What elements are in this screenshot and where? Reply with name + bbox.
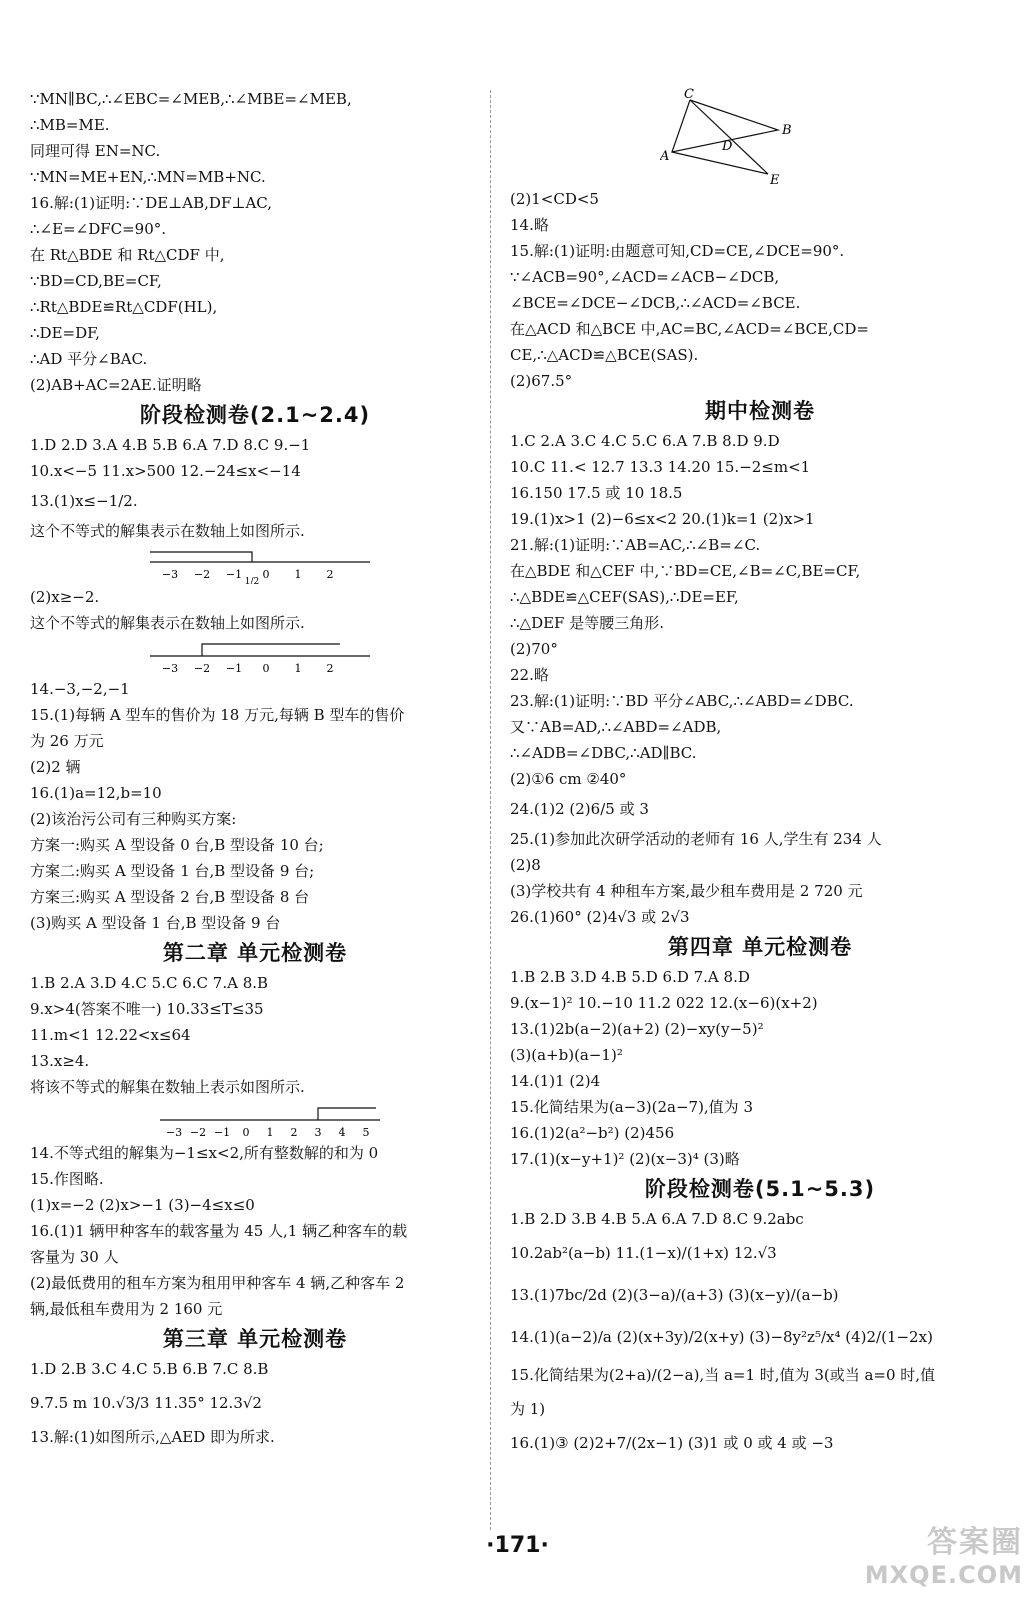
solution-bracket [202, 644, 340, 656]
point-label: D [722, 139, 733, 154]
text-line: 16.解:(1)证明:∵DE⊥AB,DF⊥AC, [30, 194, 272, 212]
text-line: 1.D 2.D 3.A 4.B 5.B 6.A 7.D 8.C 9.−1 [30, 436, 311, 454]
tick-label: −3 [161, 568, 179, 581]
watermark-url: MXQE.COM [864, 1561, 1023, 1589]
text-line: 16.(1)a=12,b=10 [30, 784, 162, 802]
text-line: 又∵AB=AD,∴∠ABD=∠ADB, [510, 718, 722, 736]
text-line: ∴△DEF 是等腰三角形. [510, 614, 664, 632]
text-line: ∵MN=ME+EN,∴MN=MB+NC. [30, 168, 266, 186]
text-line: (2)x≥−2. [30, 588, 100, 606]
tick-label: −1 [225, 662, 243, 675]
tick-label: 4 [338, 1126, 346, 1139]
text-line: ∴MB=ME. [30, 116, 110, 134]
text-line: ∴AD 平分∠BAC. [30, 350, 148, 368]
number-line-1 [30, 544, 480, 584]
text-line: 16.(1)1 辆甲种客车的载客量为 45 人,1 辆乙种客车的载 [30, 1222, 408, 1240]
text-line: ∵BD=CD,BE=CF, [30, 272, 162, 290]
text-line: 14.(1)1 (2)4 [510, 1072, 601, 1090]
text-line: 11.m<1 12.22<x≤64 [30, 1026, 191, 1044]
tick-label: −3 [161, 662, 179, 675]
tick-label: 3 [314, 1126, 322, 1139]
point-label: E [770, 173, 780, 186]
text-line: 10.2ab²(a−b) 11.(1−x)/(1+x) 12.√3 [510, 1244, 777, 1262]
text-line: 25.(1)参加此次研学活动的老师有 16 人,学生有 234 人 [510, 830, 882, 848]
text-line: ∴∠E=∠DFC=90°. [30, 220, 167, 238]
left-column [30, 86, 480, 1450]
text-line: (2)67.5° [510, 372, 573, 390]
text-line: ∴DE=DF, [30, 324, 100, 342]
text-line: 方案一:购买 A 型设备 0 台,B 型设备 10 台; [30, 836, 324, 854]
solution-bracket [318, 1108, 376, 1120]
tick-label: 0 [262, 568, 270, 581]
text-line: 10.x<−5 11.x>500 12.−24≤x<−14 [30, 462, 301, 480]
text-line: 1.B 2.B 3.D 4.B 5.D 6.D 7.A 8.D [510, 968, 750, 986]
text-line: (2)70° [510, 640, 558, 658]
mark-label: 1/2 [244, 577, 260, 584]
text-line: 14.−3,−2,−1 [30, 680, 130, 698]
text-line: 15.化简结果为(2+a)/(2−a),当 a=1 时,值为 3(或当 a=0 时,值 [510, 1366, 936, 1384]
tick-label: −2 [193, 568, 211, 581]
segment-ae [672, 152, 768, 174]
segment-ce [690, 100, 768, 174]
section-heading: 阶段检测卷(5.1~5.3) [644, 1177, 876, 1201]
text-line: 这个不等式的解集表示在数轴上如图所示. [30, 522, 305, 540]
text-line: 辆,最低租车费用为 2 160 元 [30, 1300, 223, 1318]
number-line-2-svg [140, 636, 380, 676]
text-line: 在△ACD 和△BCE 中,AC=BC,∠ACD=∠BCE,CD= [510, 320, 869, 338]
text-line: (2)1<CD<5 [510, 190, 599, 208]
triangle-figure [510, 86, 1010, 186]
text-line: 13.解:(1)如图所示,△AED 即为所求. [30, 1428, 275, 1446]
text-line: 15.作图略. [30, 1170, 104, 1188]
text-line: CE,∴△ACD≌△BCE(SAS). [510, 346, 699, 364]
text-line: 方案二:购买 A 型设备 1 台,B 型设备 9 台; [30, 862, 315, 880]
text-line: 1.B 2.A 3.D 4.C 5.C 6.C 7.A 8.B [30, 974, 269, 992]
tick-label: 5 [362, 1126, 370, 1139]
text-line: (2)该治污公司有三种购买方案: [30, 810, 237, 828]
text-line: 13.(1)2b(a−2)(a+2) (2)−xy(y−5)² [510, 1020, 764, 1038]
tick-label: 1 [294, 568, 302, 581]
text-line: 22.略 [510, 666, 549, 684]
text-line: 15.解:(1)证明:由题意可知,CD=CE,∠DCE=90°. [510, 242, 845, 260]
text-line: 在△BDE 和△CEF 中,∵BD=CE,∠B=∠C,BE=CF, [510, 562, 861, 580]
solution-bracket [150, 552, 252, 562]
text-line: 9.7.5 m 10.√3/3 11.35° 12.3√2 [30, 1394, 262, 1412]
text-line: 16.150 17.5 或 10 18.5 [510, 484, 683, 502]
text-line: 9.x>4(答案不唯一) 10.33≤T≤35 [30, 1000, 264, 1018]
text-line: 14.略 [510, 216, 549, 234]
tick-label: −2 [189, 1126, 207, 1139]
text-line: 客量为 30 人 [30, 1248, 119, 1266]
right-column [510, 86, 1010, 1460]
text-line: (2)AB+AC=2AE.证明略 [30, 376, 202, 394]
point-label: C [684, 87, 694, 102]
section-heading: 第二章 单元检测卷 [162, 941, 348, 965]
tick-label: −1 [213, 1126, 231, 1139]
text-line: 10.C 11.< 12.7 13.3 14.20 15.−2≤m<1 [510, 458, 811, 476]
tick-label: 1 [266, 1126, 274, 1139]
text-line: 14.(1)(a−2)/a (2)(x+3y)/2(x+y) (3)−8y²z⁵/x⁴ (4)2/(1−2x) [510, 1328, 933, 1346]
text-line: 1.D 2.B 3.C 4.C 5.B 6.B 7.C 8.B [30, 1360, 269, 1378]
text-line: 24.(1)2 (2)6/5 或 3 [510, 800, 649, 818]
tick-label: 2 [290, 1126, 298, 1139]
triangle-figure-svg [660, 86, 820, 186]
text-line: 将该不等式的解集在数轴上表示如图所示. [30, 1078, 305, 1096]
section-heading: 第三章 单元检测卷 [162, 1327, 348, 1351]
text-line: (2)8 [510, 856, 541, 874]
number-line-3 [30, 1100, 480, 1140]
number-line-1-svg [140, 544, 380, 584]
number-line-2 [30, 636, 480, 676]
text-line: 19.(1)x>1 (2)−6≤x<2 20.(1)k=1 (2)x>1 [510, 510, 815, 528]
text-line: ∴∠ADB=∠DBC,∴AD∥BC. [510, 744, 697, 762]
text-line: 在 Rt△BDE 和 Rt△CDF 中, [30, 246, 225, 264]
number-line-3-svg [140, 1100, 380, 1140]
text-line: ∠BCE=∠DCE−∠DCB,∴∠ACD=∠BCE. [510, 294, 801, 312]
tick-label: 1 [294, 662, 302, 675]
point-label: A [660, 149, 670, 164]
tick-label: 2 [326, 568, 334, 581]
text-line: 15.化简结果为(a−3)(2a−7),值为 3 [510, 1098, 753, 1116]
section-heading: 期中检测卷 [705, 399, 815, 423]
text-line: (2)最低费用的租车方案为租用甲种客车 4 辆,乙种客车 2 [30, 1274, 405, 1292]
text-line: 为 1) [510, 1400, 546, 1418]
text-line: 15.(1)每辆 A 型车的售价为 18 万元,每辆 B 型车的售价 [30, 706, 405, 724]
tick-label: 2 [326, 662, 334, 675]
column-divider [490, 90, 491, 1530]
text-line: 为 26 万元 [30, 732, 104, 750]
page-number: ·171· [486, 1533, 549, 1558]
tick-label: −2 [193, 662, 211, 675]
text-line: 17.(1)(x−y+1)² (2)(x−3)⁴ (3)略 [510, 1150, 740, 1168]
text-line: 这个不等式的解集表示在数轴上如图所示. [30, 614, 305, 632]
text-line: 方案三:购买 A 型设备 2 台,B 型设备 8 台 [30, 888, 310, 906]
tick-label: 0 [262, 662, 270, 675]
text-line: 16.(1)③ (2)2+7/(2x−1) (3)1 或 0 或 4 或 −3 [510, 1434, 834, 1452]
watermark-title: 答案圈 [927, 1525, 1023, 1560]
text-line: 21.解:(1)证明:∵AB=AC,∴∠B=∠C. [510, 536, 761, 554]
text-line: 1.C 2.A 3.C 4.C 5.C 6.A 7.B 8.D 9.D [510, 432, 780, 450]
text-line: 13.(1)7bc/2d (2)(3−a)/(a+3) (3)(x−y)/(a−b) [510, 1286, 839, 1304]
text-line: 14.不等式组的解集为−1≤x<2,所有整数解的和为 0 [30, 1144, 379, 1162]
tick-label: −1 [225, 568, 243, 581]
text-line: (1)x=−2 (2)x>−1 (3)−4≤x≤0 [30, 1196, 255, 1214]
text-line: (3)购买 A 型设备 1 台,B 型设备 9 台 [30, 914, 281, 932]
text-line: ∵∠ACB=90°,∠ACD=∠ACB−∠DCB, [510, 268, 780, 286]
text-line: (2)①6 cm ②40° [510, 770, 627, 788]
tick-label: 0 [242, 1126, 250, 1139]
point-label: B [782, 123, 792, 138]
text-line: 1.B 2.D 3.B 4.B 5.A 6.A 7.D 8.C 9.2abc [510, 1210, 804, 1228]
text-line: 9.(x−1)² 10.−10 11.2 022 12.(x−6)(x+2) [510, 994, 818, 1012]
watermark [865, 1525, 1023, 1589]
text-line: 23.解:(1)证明:∵BD 平分∠ABC,∴∠ABD=∠DBC. [510, 692, 854, 710]
text-line: ∴Rt△BDE≌Rt△CDF(HL), [30, 298, 218, 316]
text-line: 16.(1)2(a²−b²) (2)456 [510, 1124, 675, 1142]
text-line: ∴△BDE≌△CEF(SAS),∴DE=EF, [510, 588, 739, 606]
tick-label: −3 [165, 1126, 183, 1139]
text-line: ∵MN∥BC,∴∠EBC=∠MEB,∴∠MBE=∠MEB, [30, 90, 352, 108]
text-line: 13.x≥4. [30, 1052, 90, 1070]
text-line: (3)(a+b)(a−1)² [510, 1046, 623, 1064]
section-heading: 第四章 单元检测卷 [667, 935, 853, 959]
section-heading: 阶段检测卷(2.1~2.4) [139, 403, 371, 427]
text-line: 26.(1)60° (2)4√3 或 2√3 [510, 908, 690, 926]
text-line: (2)2 辆 [30, 758, 81, 776]
text-line: 同理可得 EN=NC. [30, 142, 161, 160]
text-line: (3)学校共有 4 种租车方案,最少租车费用是 2 720 元 [510, 882, 863, 900]
text-line: 13.(1)x≤−1/2. [30, 492, 138, 510]
